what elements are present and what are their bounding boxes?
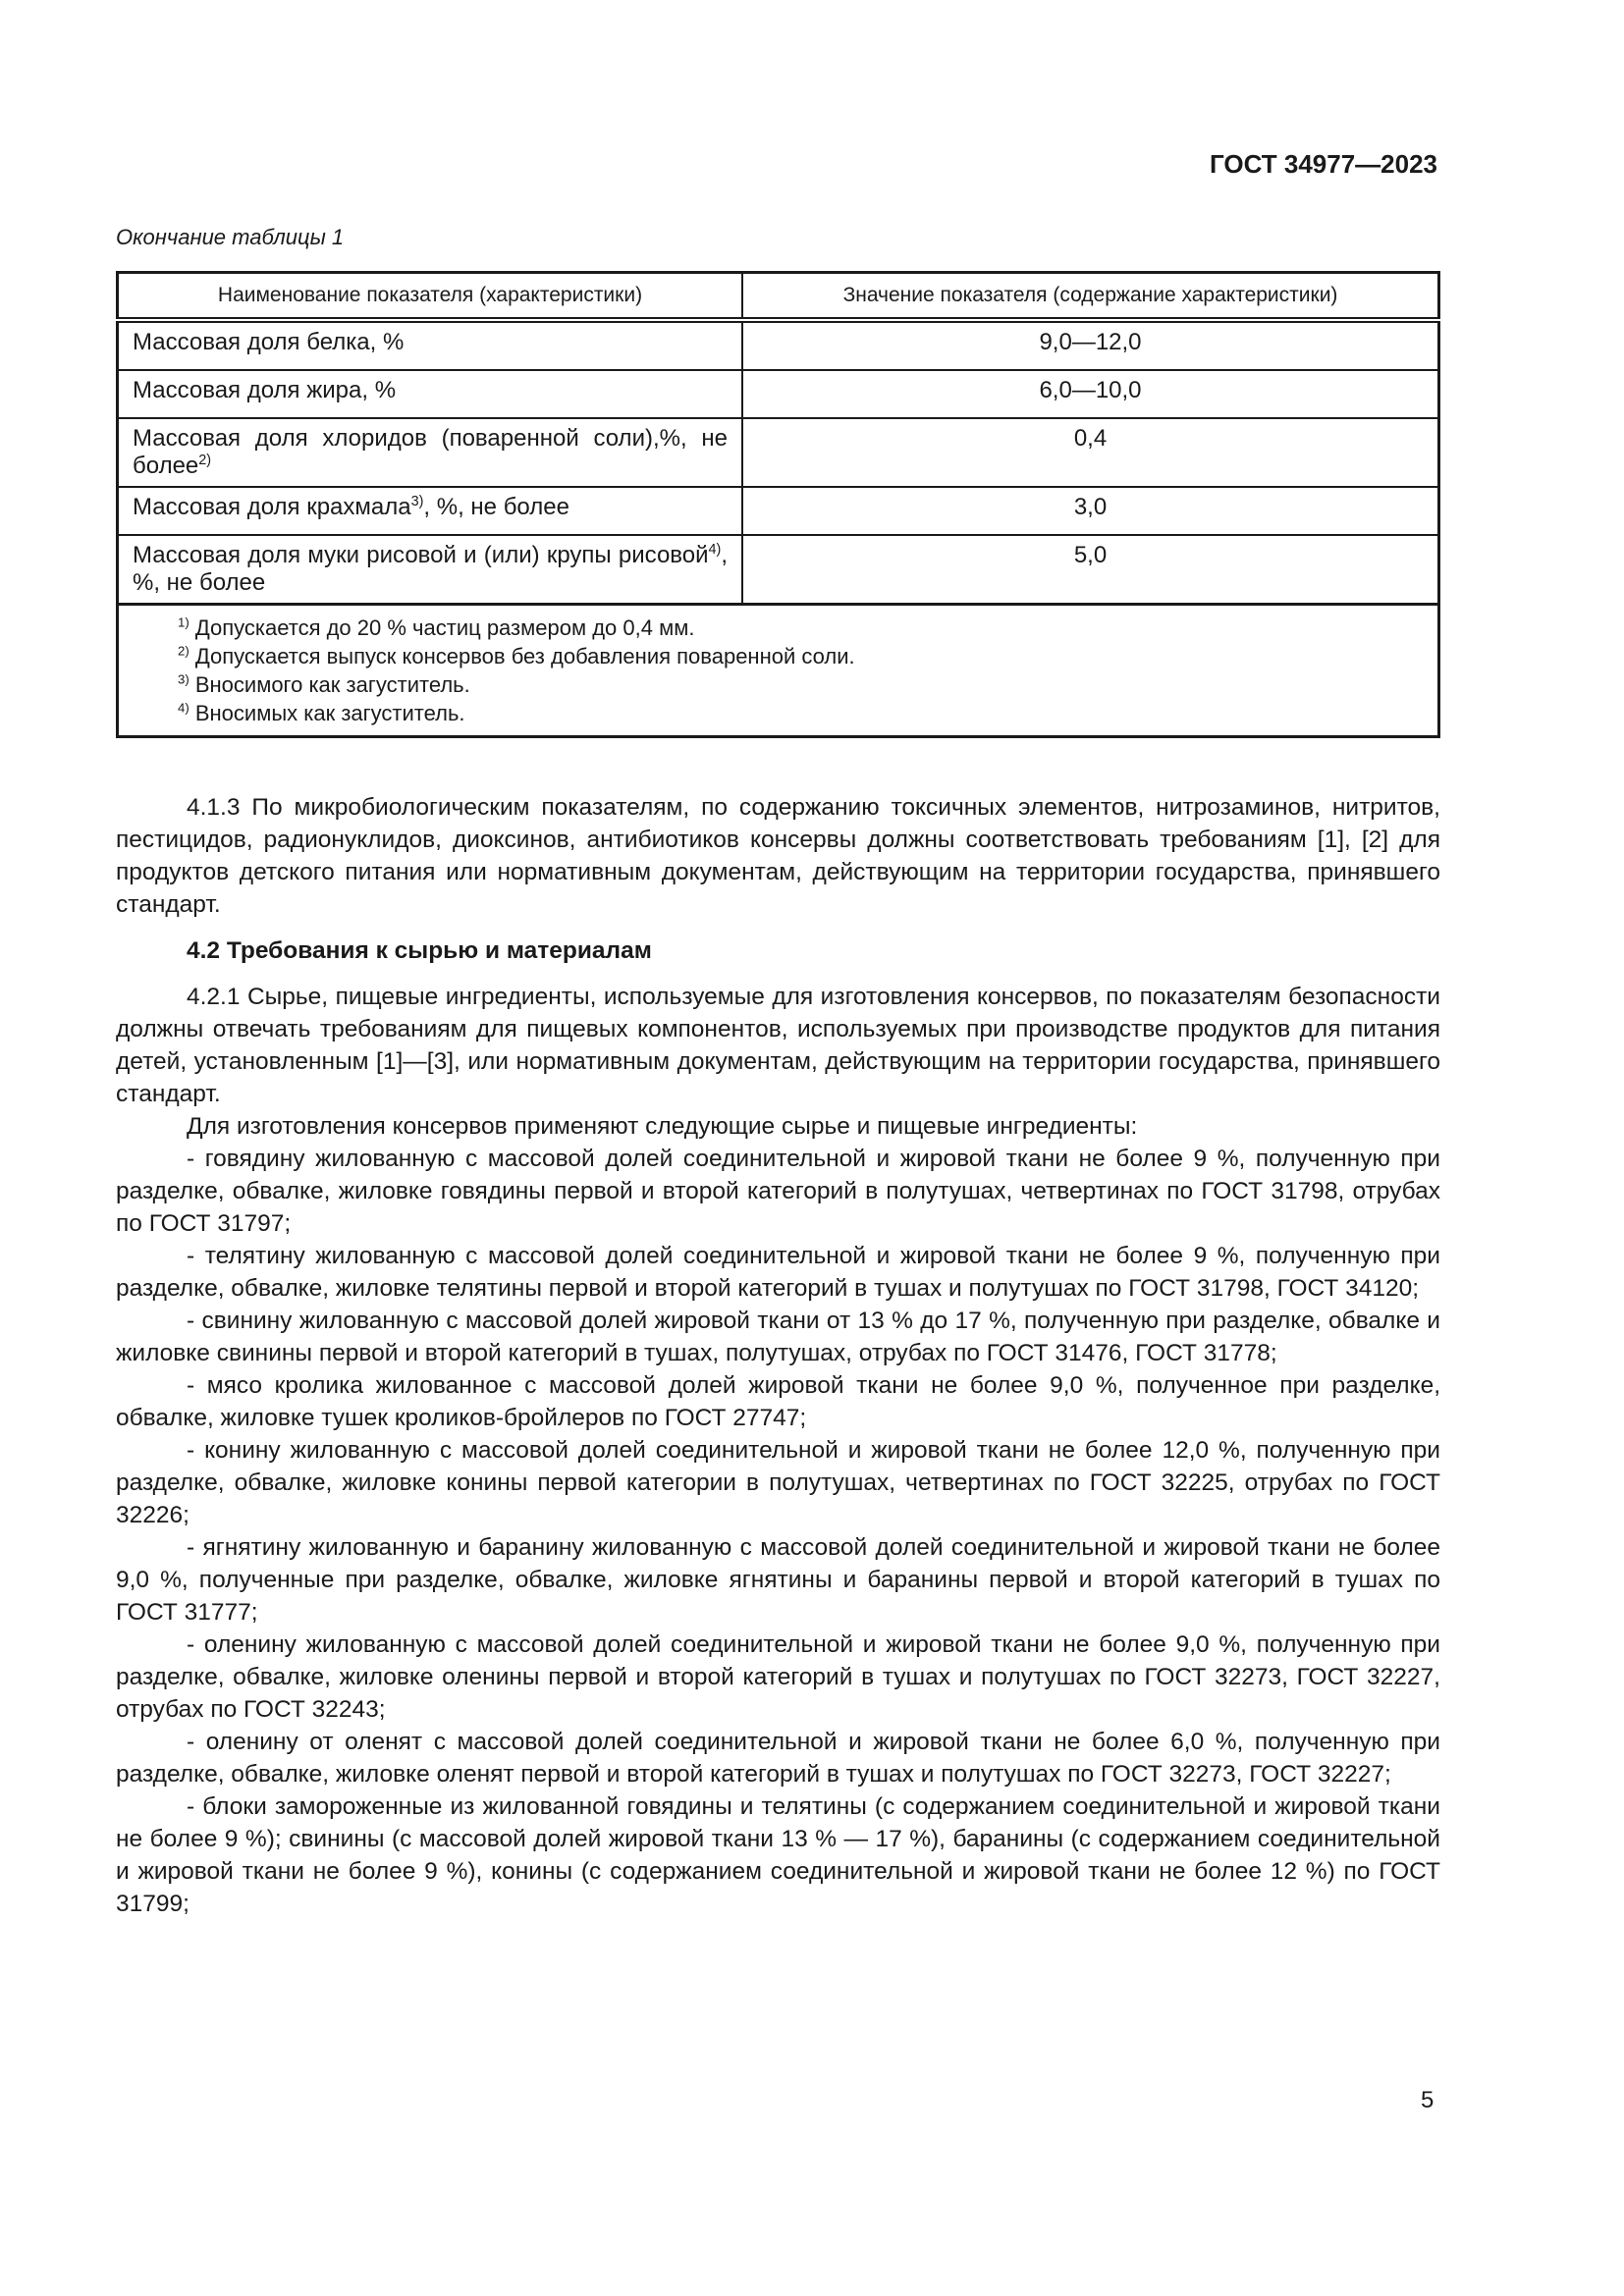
footnote-mark: 1) (178, 614, 189, 630)
document-body (116, 791, 1440, 1920)
section-heading-4-2: 4.2 Требования к сырью и материалам (187, 937, 652, 964)
table-row (118, 418, 1439, 487)
list-item: - говядину жилованную с массовой долей соединительной и жировой ткани не более 9 %, полученную при разделке, обвалке, жиловке говядины первой и второй категорий в полутушах, четвертинах по ГОСТ 31798, отрубах по ГОСТ 31797; (116, 1146, 1440, 1237)
list-item: - свинину жилованную с массовой долей жировой ткани от 13 % до 17 %, полученную при разделке, обвалке и жиловке свинины первой и второй категорий в тушах, полутушах, отрубах по ГОСТ 31476, ГОСТ 31778; (116, 1308, 1440, 1366)
footnote-text: Допускается выпуск консервов без добавления поваренной соли. (189, 644, 855, 668)
indicator-name-text: Массовая доля муки рисовой и (или) крупы рисовой (133, 542, 709, 568)
indicator-name (118, 535, 743, 605)
document-number-header: ГОСТ 34977—2023 (1210, 149, 1437, 179)
indicator-name (118, 370, 743, 418)
footnote-ref: 2) (198, 453, 212, 468)
footnote-mark: 3) (178, 671, 189, 687)
table-row (118, 320, 1439, 370)
indicator-name-text: Массовая доля крахмала (133, 494, 411, 520)
footnote-mark: 4) (178, 700, 189, 716)
footnote-text: Вносимого как загуститель. (189, 672, 470, 697)
footnote-text: Допускается до 20 % частиц размером до 0,4 мм. (189, 615, 695, 640)
indicator-name (118, 320, 743, 370)
indicator-name-text: Массовая доля хлоридов (поваренной соли),%, не более (133, 425, 728, 479)
indicator-name (118, 487, 743, 535)
list-item: - оленину от оленят с массовой долей соединительной и жировой ткани не более 6,0 %, полученную при разделке, обвалке, жиловке оленят первой и второй категорий в тушах и полутушах по ГОСТ 32273, ГОСТ 32227; (116, 1729, 1440, 1788)
table-header-row (118, 273, 1439, 321)
indicator-value: 5,0 (742, 535, 1439, 605)
indicator-name (118, 418, 743, 487)
indicators-table (116, 271, 1440, 738)
table-row (118, 535, 1439, 605)
list-item: - оленину жилованную с массовой долей соединительной и жировой ткани не более 9,0 %, полученную при разделке, обвалке, жиловке оленины первой и второй категорий в тушах и полутушах по ГОСТ 32273, ГОСТ 32227, отрубах по ГОСТ 32243; (116, 1631, 1440, 1723)
table-footnotes (118, 605, 1439, 737)
column-header-value: Значение показателя (содержание характеристики) (742, 273, 1439, 321)
indicator-value: 0,4 (742, 418, 1439, 487)
list-item: - блоки замороженные из жилованной говядины и телятины (с содержанием соединительной и жировой ткани не более 9 %); свинины (с массовой долей жировой ткани 13 % — 17 %), баранины (с содержанием соединительной и жировой ткани не более 9 %), конины (с содержанием соединительной и жировой ткани не более 12 %) по ГОСТ 31799; (116, 1793, 1440, 1917)
list-item: - телятину жилованную с массовой долей соединительной и жировой ткани не более 9 %, полученную при разделке, обвалке, жиловке телятины первой и второй категорий в тушах и полутушах по ГОСТ 31798, ГОСТ 34120; (116, 1243, 1440, 1302)
footnote (178, 642, 1424, 670)
footnote-mark: 2) (178, 643, 189, 659)
indicator-value: 6,0—10,0 (742, 370, 1439, 418)
paragraph-4-2-1: 4.2.1 Сырье, пищевые ингредиенты, используемые для изготовления консервов, по показателям безопасности должны отвечать требованиям для пищевых компонентов, используемых при производстве продуктов для питания детей, установленным [1]—[3], или нормативным документам, действующим на территории государства, принявшего стандарт. (116, 984, 1440, 1107)
table-caption: Окончание таблицы 1 (116, 225, 345, 249)
indicator-value: 3,0 (742, 487, 1439, 535)
footnote (178, 670, 1424, 699)
table-row (118, 487, 1439, 535)
table-footnotes-row (118, 605, 1439, 737)
indicator-name-text: Массовая доля жира, % (133, 377, 397, 403)
indicator-name-suffix: , %, не более (133, 542, 728, 596)
footnote-ref: 3) (410, 494, 424, 509)
list-item: - конину жилованную с массовой долей соединительной и жировой ткани не более 12,0 %, полученную при разделке, обвалке, жиловке конины первой категории в полутушах, четвертинах по ГОСТ 32225, отрубах по ГОСТ 32226; (116, 1437, 1440, 1528)
list-item: - мясо кролика жилованное с массовой долей жировой ткани не более 9,0 %, полученное при разделке, обвалке, жиловке тушек кроликов-бройлеров по ГОСТ 27747; (116, 1372, 1440, 1431)
list-item: - ягнятину жилованную и баранину жилованную с массовой долей соединительной и жировой ткани не более 9,0 %, полученные при разделке, обвалке, жиловке ягнятины и баранины первой и второй категорий в тушах по ГОСТ 31777; (116, 1534, 1440, 1626)
indicator-value: 9,0—12,0 (742, 320, 1439, 370)
footnote (178, 614, 1424, 642)
page-number: 5 (1421, 2087, 1435, 2113)
paragraph-4-1-3: 4.1.3 По микробиологическим показателям, по содержанию токсичных элементов, нитрозаминов, нитритов, пестицидов, радионуклидов, диоксинов, антибиотиков консервы должны соответствовать требованиям [1], [2] для продуктов детского питания или нормативным документам, действующим на территории государства, принявшего стандарт. (116, 794, 1440, 918)
footnote-ref: 4) (708, 542, 722, 558)
paragraph-intro: Для изготовления консервов применяют следующие сырье и пищевые ингредиенты: (187, 1113, 1138, 1140)
indicator-name-text: Массовая доля белка, % (133, 329, 405, 355)
footnote (178, 699, 1424, 727)
indicator-name-suffix: , %, не более (423, 494, 569, 520)
footnote-text: Вносимых как загуститель. (189, 701, 465, 725)
table-row (118, 370, 1439, 418)
column-header-name: Наименование показателя (характеристики) (118, 273, 743, 321)
